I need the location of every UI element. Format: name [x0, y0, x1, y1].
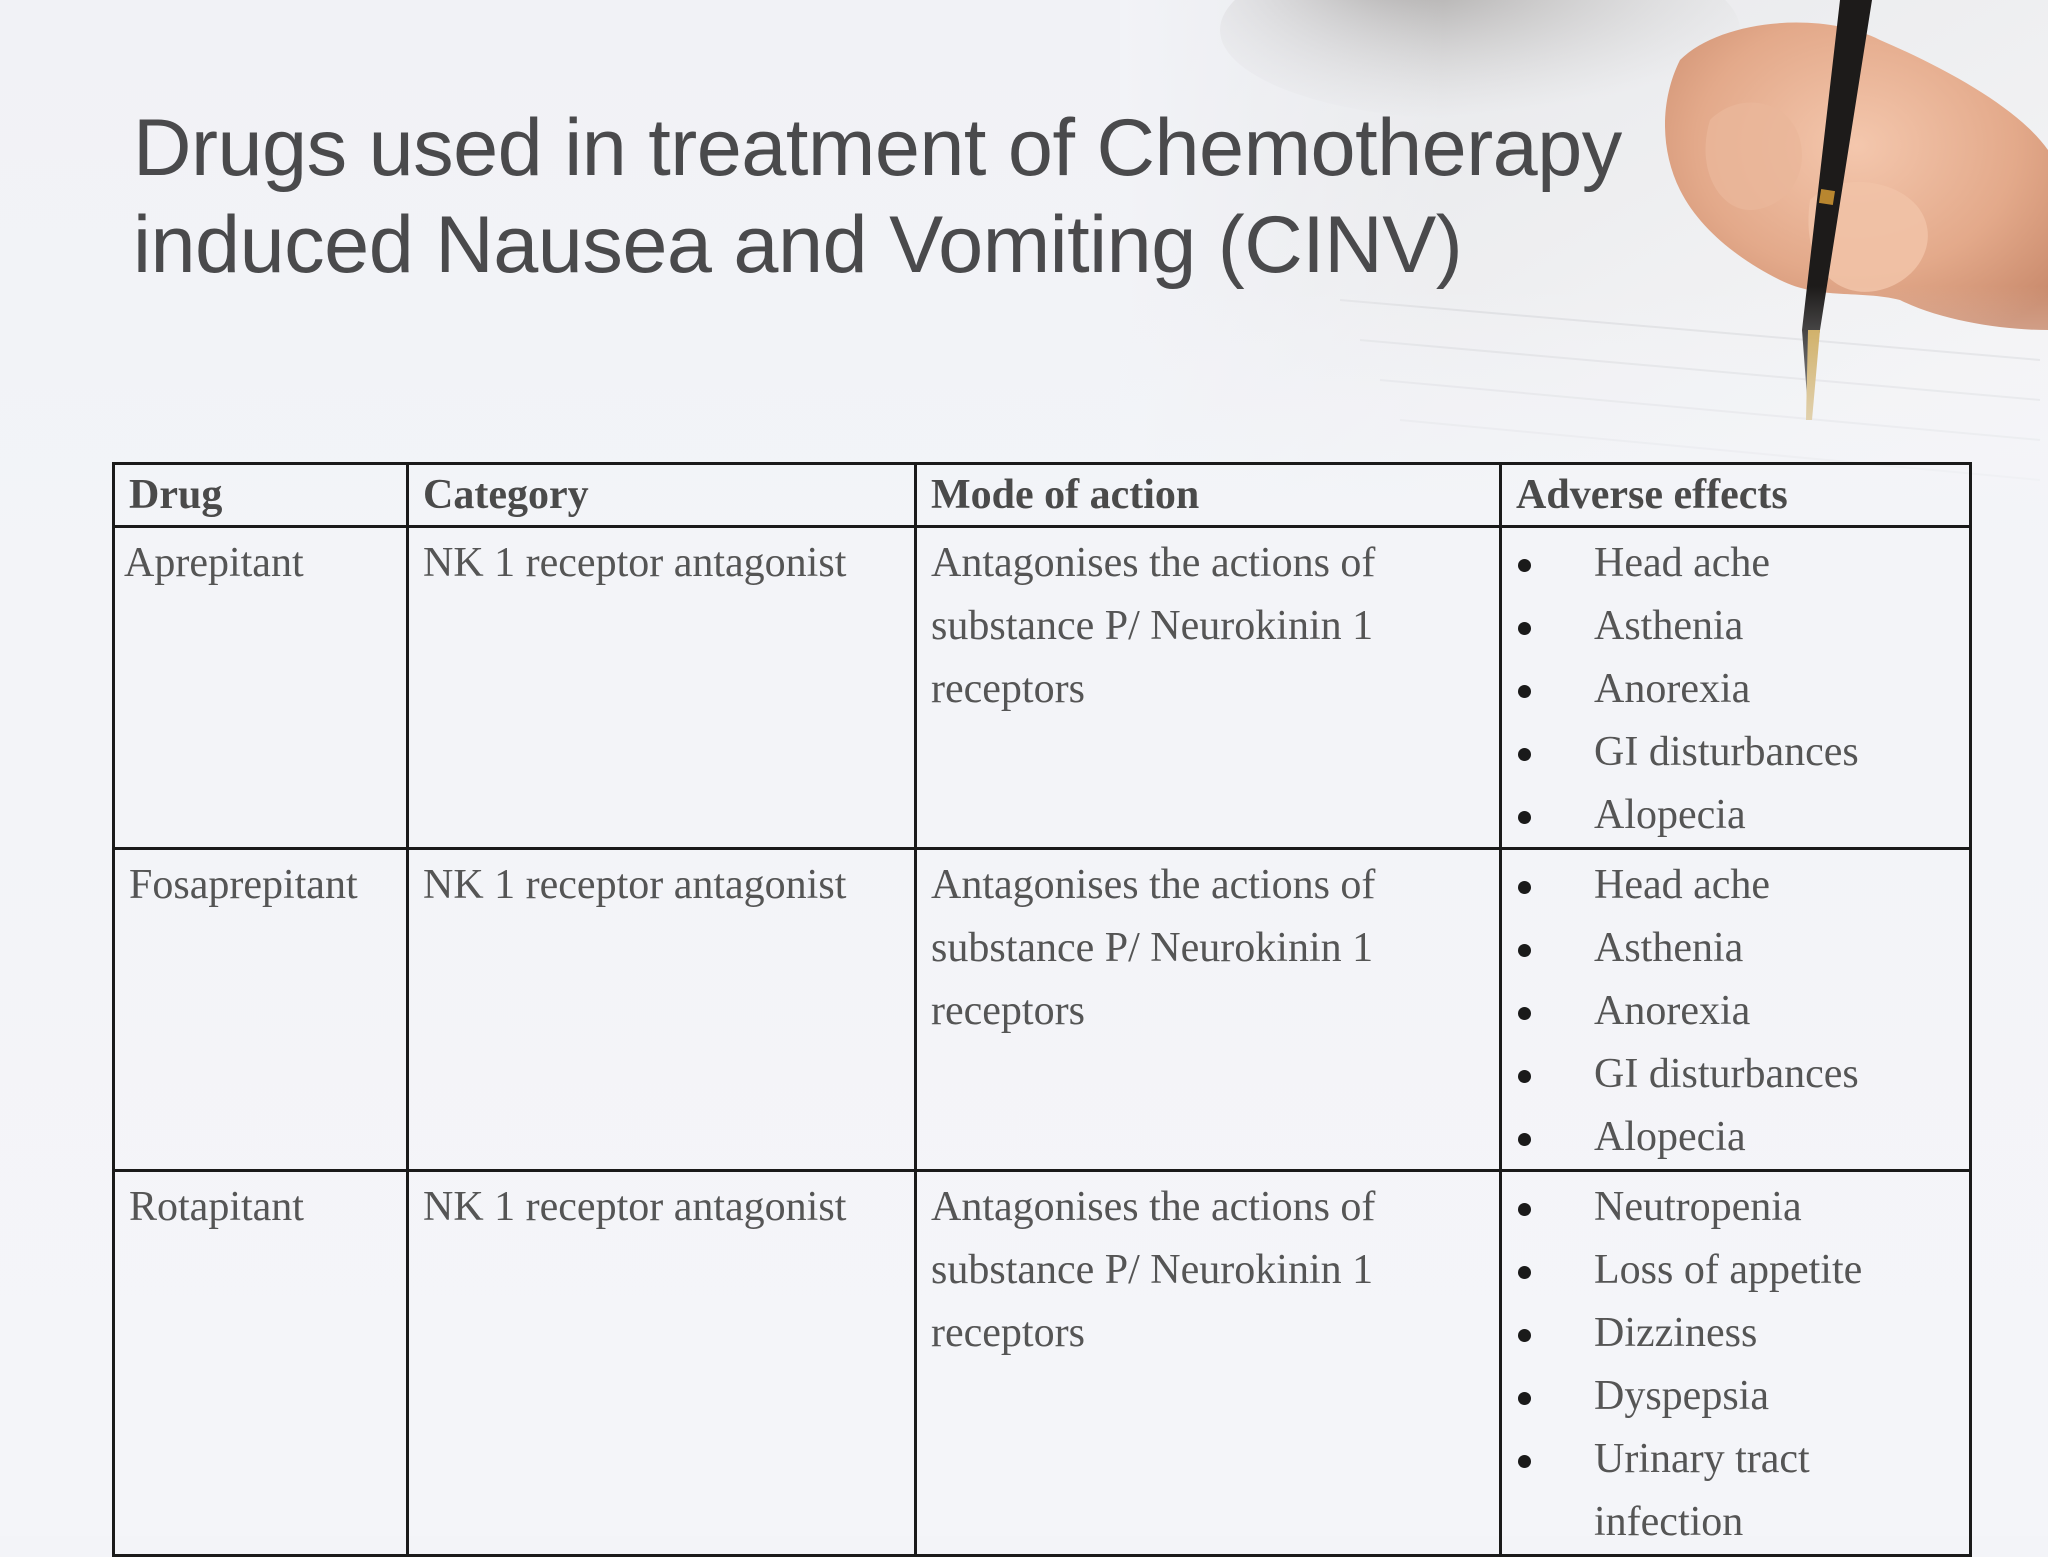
list-item: Urinary tract infection	[1516, 1428, 1955, 1554]
category-cell: NK 1 receptor antagonist	[408, 849, 916, 1171]
adverse-effects-cell	[1501, 849, 1971, 1171]
list-item: Loss of appetite	[1516, 1239, 1955, 1302]
adverse-effects-list	[1516, 854, 1955, 1169]
list-item: Asthenia	[1516, 595, 1955, 658]
table-row	[114, 527, 1971, 849]
title-line-2: induced Nausea and Vomiting (CINV)	[133, 200, 1463, 290]
list-item: Dizziness	[1516, 1302, 1955, 1365]
mode-of-action-cell: Antagonises the actions of substance P/ Neurokinin 1 receptors	[916, 849, 1501, 1171]
category-cell: NK 1 receptor antagonist	[408, 527, 916, 849]
drug-table	[112, 462, 1972, 1557]
header-category: Category	[408, 464, 916, 527]
list-item: GI disturbances	[1516, 1043, 1955, 1106]
adverse-effects-list	[1516, 532, 1955, 847]
slide-title	[133, 100, 1653, 294]
list-item: Head ache	[1516, 854, 1955, 917]
list-item: Neutropenia	[1516, 1176, 1955, 1239]
list-item: Anorexia	[1516, 658, 1955, 721]
adverse-effects-cell	[1501, 1171, 1971, 1556]
adverse-effects-cell	[1501, 527, 1971, 849]
list-item: GI disturbances	[1516, 721, 1955, 784]
drug-cell: Aprepitant	[114, 527, 408, 849]
list-item: Dyspepsia	[1516, 1365, 1955, 1428]
category-cell: NK 1 receptor antagonist	[408, 1171, 916, 1556]
table-row	[114, 1171, 1971, 1556]
list-item: Alopecia	[1516, 784, 1955, 847]
title-line-1: Drugs used in treatment of Chemotherapy	[133, 103, 1622, 193]
table-row	[114, 849, 1971, 1171]
mode-of-action-cell: Antagonises the actions of substance P/ Neurokinin 1 receptors	[916, 527, 1501, 849]
table-header-row	[114, 464, 1971, 527]
list-item: Anorexia	[1516, 980, 1955, 1043]
mode-of-action-cell: Antagonises the actions of substance P/ Neurokinin 1 receptors	[916, 1171, 1501, 1556]
list-item: Asthenia	[1516, 917, 1955, 980]
adverse-effects-list	[1516, 1176, 1955, 1554]
list-item: Head ache	[1516, 532, 1955, 595]
list-item: Alopecia	[1516, 1106, 1955, 1169]
drug-cell: Rotapitant	[114, 1171, 408, 1556]
header-mode-of-action: Mode of action	[916, 464, 1501, 527]
header-adverse-effects: Adverse effects	[1501, 464, 1971, 527]
header-drug: Drug	[114, 464, 408, 527]
drug-cell: Fosaprepitant	[114, 849, 408, 1171]
